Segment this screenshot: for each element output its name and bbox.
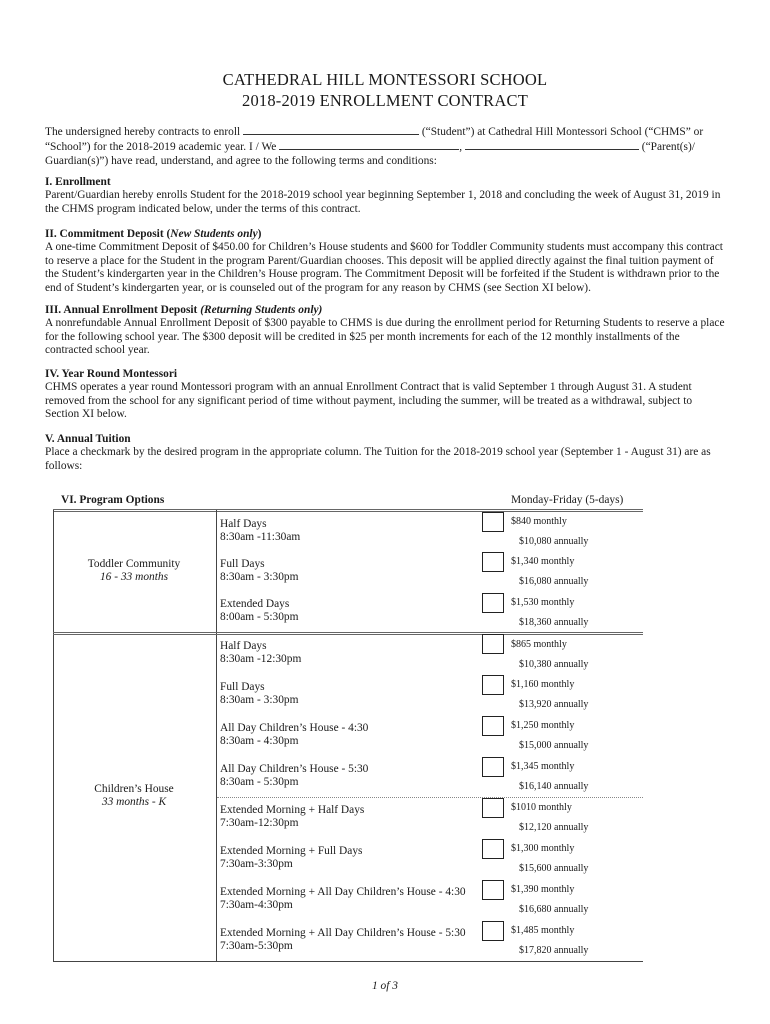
section-year-round-body: CHMS operates a year round Montessori program with an annual Enrollment Contract that is valid September 1 through August 31. A student removed from the school for any significant period of time without payment, including the summer, will be treated as a withdrawal, subject to Section XI below.: [45, 381, 693, 421]
intro-paragraph: [45, 124, 725, 168]
price-monthly: $1,390 monthly: [511, 884, 575, 895]
program-hours: 8:30am -12:30pm: [220, 653, 302, 666]
program-price-6: [511, 720, 588, 752]
program-checkbox-3[interactable]: [482, 593, 504, 613]
program-name: Extended Morning + All Day Children’s House - 5:30: [220, 927, 466, 939]
program-options-table: [53, 494, 645, 964]
intro-text-5: (“Parent(s)/: [641, 141, 695, 154]
page-number: 1 of 3: [372, 980, 398, 992]
program-hours: 7:30am-12:30pm: [220, 817, 299, 830]
program-row-4: [220, 640, 482, 667]
program-checkbox-8[interactable]: [482, 798, 504, 818]
section-annual-deposit: [45, 304, 725, 358]
price-monthly: $1,300 monthly: [511, 843, 575, 854]
program-row-2: [220, 558, 482, 585]
program-hours: 8:30am - 5:30pm: [220, 776, 299, 789]
program-row-8: [220, 804, 482, 831]
table-bottom-rule: [53, 961, 643, 962]
program-price-8: [511, 802, 588, 834]
section-commitment-heading-a: II. Commitment Deposit (: [45, 228, 171, 240]
program-hours: 8:00am - 5:30pm: [220, 611, 299, 624]
group-toddler-community: [53, 558, 215, 585]
program-price-11: [511, 925, 588, 957]
program-name: Extended Days: [220, 598, 290, 610]
program-hours: 8:30am -11:30am: [220, 531, 301, 544]
program-row-10: [220, 886, 482, 913]
program-row-7: [220, 763, 482, 790]
price-annual: $18,360 annually: [519, 617, 589, 628]
program-name: Extended Morning + Full Days: [220, 845, 363, 857]
program-price-5: [511, 679, 588, 711]
price-monthly: $865 monthly: [511, 639, 567, 650]
program-price-3: [511, 597, 588, 629]
price-annual: $17,820 annually: [519, 945, 589, 956]
group-childrens-house-age: 33 months - K: [101, 796, 167, 809]
price-annual: $16,140 annually: [519, 781, 589, 792]
program-price-7: [511, 761, 588, 793]
program-row-6: [220, 722, 482, 749]
section-commitment-heading-em: New Students only: [170, 228, 258, 240]
program-row-11: [220, 927, 482, 954]
section-enrollment: [45, 176, 725, 216]
program-price-2: [511, 556, 588, 588]
program-hours: 7:30am-4:30pm: [220, 899, 293, 912]
group-childrens-house: [53, 783, 215, 810]
program-hours: 7:30am-3:30pm: [220, 858, 293, 871]
program-name: Full Days: [220, 558, 265, 570]
section-enrollment-body: Parent/Guardian hereby enrolls Student for the 2018-2019 school year beginning September 1, 2018 and concluding the week of August 31, 2019 in the CHMS program indicated below, under the terms of this contract.: [45, 189, 721, 215]
program-price-4: [511, 639, 588, 671]
program-checkbox-7[interactable]: [482, 757, 504, 777]
program-row-9: [220, 845, 482, 872]
program-hours: 8:30am - 3:30pm: [220, 694, 299, 707]
program-checkbox-10[interactable]: [482, 880, 504, 900]
program-name: All Day Children’s House - 4:30: [220, 722, 369, 734]
price-annual: $10,080 annually: [519, 536, 589, 547]
program-row-5: [220, 681, 482, 708]
program-name: Half Days: [220, 640, 267, 652]
program-checkbox-4[interactable]: [482, 634, 504, 654]
program-name: All Day Children’s House - 5:30: [220, 763, 369, 775]
intro-text-1: The undersigned hereby contracts to enroll: [45, 126, 241, 138]
section-annual-tuition-body: Place a checkmark by the desired program in the appropriate column. The Tuition for the 2018-2019 school year (September 1 - August 31) are as follows:: [45, 446, 711, 472]
program-checkbox-1[interactable]: [482, 512, 504, 532]
program-checkbox-9[interactable]: [482, 839, 504, 859]
section-commitment-body: A one-time Commitment Deposit of $450.00 for Children’s House students and $600 for Toddler Community students must accompany this contract to reserve a place for the Student in the program Parent/Guardian chooses. This deposit will be applied directly against the final tuition payment of the Student’s kindergarten year in the Children’s House program. The Commitment Deposit will be forfeited if the Student is withdrawn prior to the end of Student’s kindergarten year, or is counseled out of the program for any reason by CHMS (see Section XI below).: [45, 241, 723, 294]
contract-title: 2018-2019 ENROLLMENT CONTRACT: [242, 91, 528, 110]
program-hours: 8:30am - 4:30pm: [220, 735, 299, 748]
program-row-1: [220, 518, 482, 545]
price-monthly: $1,160 monthly: [511, 679, 575, 690]
parent-name-field-1[interactable]: [279, 139, 459, 150]
program-name: Half Days: [220, 518, 267, 530]
table-top-rule: [53, 509, 643, 512]
intro-text-2: (“Student”) at Cathedral Hill Montessori School (“CHMS” or: [421, 126, 704, 138]
program-hours: 8:30am - 3:30pm: [220, 571, 299, 584]
price-monthly: $1,250 monthly: [511, 720, 575, 731]
group-toddler-age: 16 - 33 months: [99, 571, 169, 584]
section-enrollment-heading: I. Enrollment: [45, 176, 111, 188]
program-name: Extended Morning + Half Days: [220, 804, 365, 816]
table-group-divider: [216, 510, 217, 962]
group-toddler-name: Toddler Community: [87, 558, 181, 570]
section-annual-deposit-body: A nonrefundable Annual Enrollment Deposit of $300 payable to CHMS is due during the enrollment period for Returning Students to reserve a place for the following school year. The $300 deposit will be credited in $25 per month increments for each of the 12 monthly installments of the contracted school year.: [45, 317, 725, 357]
program-row-3: [220, 598, 482, 625]
price-monthly: $1010 monthly: [511, 802, 572, 813]
price-annual: $10,380 annually: [519, 659, 589, 670]
intro-text-3: “School”) for the 2018-2019 academic year. I / We: [45, 141, 277, 154]
program-name: Extended Morning + All Day Children’s House - 4:30: [220, 886, 466, 898]
student-name-field[interactable]: [243, 124, 419, 135]
price-monthly: $840 monthly: [511, 516, 567, 527]
schedule-column-heading: Monday-Friday (5-days): [511, 494, 624, 506]
price-monthly: $1,530 monthly: [511, 597, 575, 608]
section-annual-deposit-heading-a: III. Annual Enrollment Deposit: [45, 304, 201, 316]
program-checkbox-5[interactable]: [482, 675, 504, 695]
program-price-9: [511, 843, 588, 875]
price-annual: $13,920 annually: [519, 699, 589, 710]
price-monthly: $1,340 monthly: [511, 556, 575, 567]
row-separator: [217, 797, 643, 798]
group-childrens-house-name: Children’s House: [94, 783, 174, 795]
school-name-title: CATHEDRAL HILL MONTESSORI SCHOOL: [222, 70, 548, 89]
section-commitment-deposit: [45, 228, 725, 295]
program-checkbox-6[interactable]: [482, 716, 504, 736]
section-year-round: [45, 368, 725, 422]
price-annual: $15,600 annually: [519, 863, 589, 874]
price-annual: $12,120 annually: [519, 822, 589, 833]
price-annual: $16,680 annually: [519, 904, 589, 915]
section-year-round-heading: IV. Year Round Montessori: [45, 368, 178, 380]
section-annual-tuition: [45, 433, 725, 473]
section-annual-tuition-heading: V. Annual Tuition: [45, 433, 131, 445]
program-options-heading: VI. Program Options: [61, 494, 165, 506]
program-price-10: [511, 884, 588, 916]
program-checkbox-11[interactable]: [482, 921, 504, 941]
price-annual: $16,080 annually: [519, 576, 589, 587]
program-name: Full Days: [220, 681, 265, 693]
program-checkbox-2[interactable]: [482, 552, 504, 572]
intro-text-4: ,: [459, 141, 463, 154]
program-hours: 7:30am-5:30pm: [220, 940, 293, 953]
section-annual-deposit-heading: [45, 304, 725, 317]
group-separator-rule: [53, 632, 643, 635]
price-annual: $15,000 annually: [519, 740, 589, 751]
price-monthly: $1,485 monthly: [511, 925, 575, 936]
price-monthly: $1,345 monthly: [511, 761, 575, 772]
section-commitment-heading-b: ): [257, 228, 262, 240]
program-price-1: [511, 516, 588, 548]
section-commitment-heading: [45, 228, 725, 241]
intro-text-6: Guardian(s)”) have read, understand, and agree to the following terms and conditions:: [45, 154, 437, 167]
parent-name-field-2[interactable]: [465, 139, 639, 150]
section-annual-deposit-heading-em: (Returning Students only): [200, 304, 323, 316]
